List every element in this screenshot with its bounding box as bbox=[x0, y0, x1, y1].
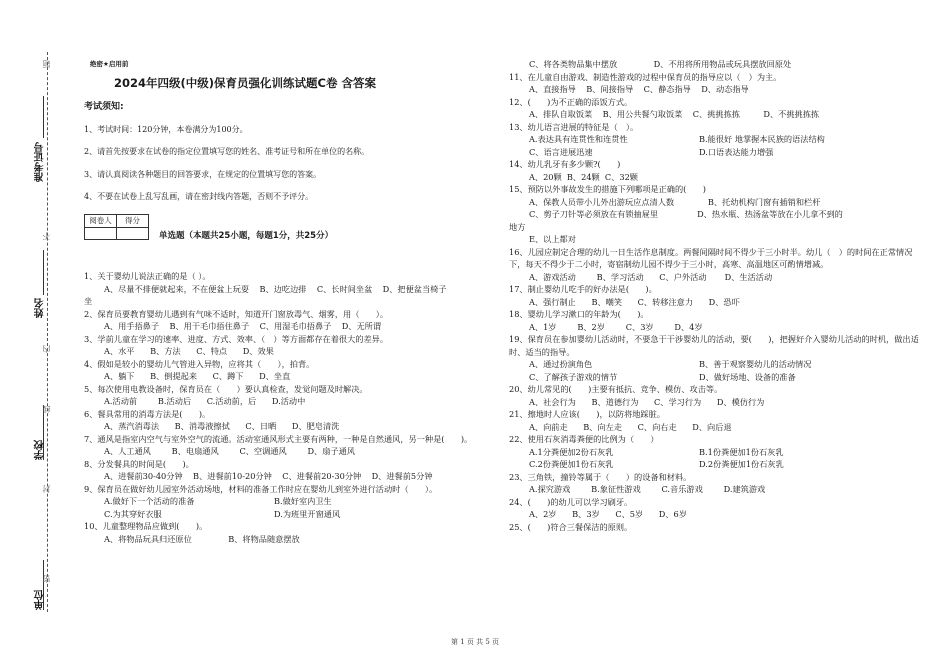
question-options: A、水平 B、方法 C、特点 D、效果 bbox=[104, 346, 274, 356]
notice-item: 1、考试时间：120分钟，本卷满分为100分。 bbox=[84, 124, 248, 134]
exam-no-underline bbox=[43, 96, 44, 138]
question-options: A、用手捂鼻子 B、用干毛巾捂住鼻子 C、用湿毛巾捂鼻子 D、无所谓 bbox=[104, 321, 382, 331]
notice-heading: 考试须知: bbox=[84, 102, 124, 112]
question-cont: 地方 bbox=[509, 221, 526, 232]
question: 13、幼儿语言进展的特征是（ ）。 bbox=[509, 121, 639, 132]
seal-mark: 封 bbox=[42, 485, 51, 493]
question: 12、( )为不正确的添饭方式。 bbox=[509, 96, 633, 107]
seal-mark: 不 bbox=[42, 232, 51, 240]
question-options: A、尽量不排便就起来，不在便盆上玩耍 B、边吃边排 C、长时间坐盆 D、把便盆当椅子 bbox=[104, 283, 447, 294]
seal-mark: 题 bbox=[42, 60, 51, 68]
option: B.做好室内卫生 bbox=[274, 496, 332, 506]
question-options: A、游戏活动 B、学习活动 C、户外活动 D、生活活动 bbox=[529, 271, 773, 282]
question-options: A、社会行为 B、道德行为 C、学习行为 D、模仿行为 bbox=[529, 396, 765, 407]
option: C.2份粪便加1份石灰乳 bbox=[529, 459, 614, 469]
question-options bbox=[509, 358, 924, 383]
question: 3、学前儿童在学习的速率、进度、方式、效率、（ ）等方面都存在着很大的差异。 bbox=[84, 333, 389, 344]
question-options: A、进餐前30-40分钟 B、进餐前10-20分钟 C、进餐前20-30分钟 D、进餐前5分钟 bbox=[104, 471, 433, 481]
score-row bbox=[84, 214, 484, 241]
question-options: A、强行制止 B、嘲笑 C、转移注意力 D、恐吓 bbox=[529, 296, 740, 307]
question-options: A、直接指导 B、间接指导 C、静态指导 D、动态指导 bbox=[529, 84, 749, 94]
grader-input[interactable] bbox=[85, 228, 117, 240]
notice-item: 4、不要在试卷上乱写乱画，请在密封线内答题，否则不予评分。 bbox=[84, 192, 314, 201]
binding-strip bbox=[0, 0, 72, 671]
option: A.1分粪便加2份石灰乳 bbox=[529, 446, 614, 457]
question-options: A.探究游戏 B.象征性游戏 C.音乐游戏 D.建筑游戏 bbox=[529, 484, 766, 494]
question: 9、保育员在做好幼儿园室外活动场地，材料的准备工作时应在婴幼儿到室外进行活动时（ ）。 bbox=[84, 483, 438, 494]
option: A.表达具有连贯性和连贯性 bbox=[529, 134, 628, 144]
left-column bbox=[84, 58, 484, 545]
option: B.能很好 地掌握本民族的语法结构 bbox=[699, 134, 825, 144]
exam-title: 2024年四级(中级)保育员强化训练试题C卷 含答案 bbox=[114, 75, 376, 90]
question: 7、通风是指室内空气与室外空气的流通。活动室通风形式主要有两种，一种是自然通风，另一种是( )。 bbox=[84, 433, 473, 444]
question: 1、关于婴幼儿说法正确的是（ ）。 bbox=[84, 271, 211, 281]
question: 4、假如是较小的婴幼儿气管进入异物，应将其（ ），拍背。 bbox=[84, 358, 315, 369]
right-column bbox=[509, 58, 924, 533]
question: 22、使用石灰消毒粪便的比例为（ ） bbox=[509, 434, 659, 444]
notice-item: 3、请认真阅读各种题目的回答要求，在规定的位置填写您的答案。 bbox=[84, 169, 322, 179]
question-options bbox=[509, 133, 924, 158]
question-options: C、剪子刀针等必须放在有锁抽屉里 D、热水瓶、热汤盆等放在小儿拿不到的 bbox=[529, 209, 843, 219]
notice-item: 2、请首先按要求在试卷的指定位置填写您的姓名、准考证号和所在单位的名称。 bbox=[84, 147, 370, 156]
seal-mark: 内 bbox=[42, 345, 51, 353]
page-footer: 第 1 页 共 5 页 bbox=[450, 638, 500, 646]
question: 21、擦地时人应该( )，以防将地踩脏。 bbox=[509, 409, 665, 419]
seal-mark: 线 bbox=[42, 405, 51, 413]
question: 23、三角铁，撞铃等属于（ ）的设备和材料。 bbox=[509, 471, 692, 482]
option: C、了解孩子游戏的情节 bbox=[529, 371, 618, 382]
question-options: A、躺下 B、倒提起来 C、蹲下 D、坐直 bbox=[104, 371, 291, 381]
option: B、善于观察婴幼儿的活动情况 bbox=[699, 359, 812, 369]
score-table bbox=[84, 214, 149, 241]
option: D.为班里开窗通风 bbox=[274, 508, 341, 519]
option: C.为其穿好衣服 bbox=[104, 508, 162, 519]
school-label: 学校 bbox=[35, 440, 46, 460]
question: 17、制止婴幼儿吃手的好办法是( )。 bbox=[509, 284, 657, 294]
question-options: A、2岁 B、3岁 C、5岁 D、6岁 bbox=[529, 509, 687, 519]
exam-no-label: 准考证号 bbox=[35, 142, 46, 182]
question: 10、儿童整理物品应做到( )。 bbox=[84, 521, 208, 531]
option: D.2份粪便加1份石灰乳 bbox=[699, 459, 784, 469]
question-options bbox=[84, 495, 484, 520]
question: 19、保育员在参加婴幼儿活动时，不要急于干涉婴幼儿的活动，要( )，把握好介入婴幼儿活动的时机，做出适时、适当的指导。 bbox=[509, 334, 919, 357]
grader-cell: 阅卷人 bbox=[85, 214, 117, 228]
question-options: A、1岁 B、2岁 C、3岁 D、4岁 bbox=[529, 321, 703, 332]
section-title: 单选题（本题共25小题，每题1分，共25分） bbox=[159, 230, 334, 241]
question: 25、( )符合三餐保洁的原则。 bbox=[509, 521, 633, 532]
seal-mark: 密 bbox=[42, 575, 51, 583]
seal-line bbox=[47, 52, 48, 612]
question-options: C、将各类物品集中摆放 D、不用将所用物品或玩具摆放回原处 bbox=[529, 59, 792, 69]
question: 16、儿园应制定合理的幼儿一日生活作息制度。两餐间隔时间不得少于三小时半。幼儿（ ）的时间在正常情况下，每天不得少于二小时，寄宿制幼儿园不得少于三小时，高寒、高温地区可酌情增减。 bbox=[509, 246, 913, 269]
question: 14、幼儿乳牙有多少颗?( ) bbox=[509, 159, 621, 169]
secret-mark: 绝密★启用前 bbox=[90, 60, 129, 68]
question-options: A、20颗 B、24颗 C、32颗 bbox=[529, 171, 638, 182]
question-options: A.活动前 B.活动后 C.活动前，后 D.活动中 bbox=[104, 396, 306, 406]
question-options: A、向前走 B、向左走 C、向右走 D、向后退 bbox=[529, 421, 732, 432]
question: 2、保育员要教育婴幼儿遇到有气味不适时，知道开门窗放毒气、烟雾，用（ ）。 bbox=[84, 308, 389, 319]
option: D.口语表达能力增强 bbox=[699, 146, 774, 157]
question-options: A、排队自取饭菜 B、用公共餐勺取饭菜 C、挑挑拣拣 D、不挑挑拣拣 bbox=[529, 109, 820, 119]
option: D、做好场地、设备的准备 bbox=[699, 371, 796, 382]
question-cont: 坐 bbox=[84, 296, 93, 306]
question: 5、每次使用电教设备时，保育员在（ ）要认真检查，发觉问题及时解决。 bbox=[84, 383, 368, 394]
question: 20、幼儿常见的( )主要有抵抗、竞争、模仿、攻击等。 bbox=[509, 384, 723, 394]
question-options: E、以上都对 bbox=[529, 234, 576, 244]
question: 18、婴幼儿学习漱口的年龄为( )。 bbox=[509, 309, 649, 319]
question: 8、分发餐具的时间是( )。 bbox=[84, 458, 194, 469]
unit-label: 单位 bbox=[35, 590, 46, 610]
question: 15、预防以外事故发生的措施下列哪项是正确的( ) bbox=[509, 184, 706, 194]
question-options: A、蒸汽消毒法 B、消毒液擦拭 C、日晒 D、肥皂清洗 bbox=[104, 421, 340, 431]
name-label: 姓名 bbox=[35, 298, 46, 318]
question-options: A、保教人员带小儿外出游玩应点清人数 B、托幼机构门窗有插销和栏杆 bbox=[529, 196, 821, 207]
score-input[interactable] bbox=[117, 228, 149, 240]
question: 11、在儿童自由游戏、制造性游戏的过程中保育员的指导应以（ ）为主。 bbox=[509, 71, 782, 82]
option: A.做好下一个活动的准备 bbox=[104, 496, 195, 506]
question-options: A、人工通风 B、电扇通风 C、空调通风 D、扇子通风 bbox=[104, 446, 355, 456]
name-underline bbox=[43, 250, 44, 295]
question-options bbox=[509, 446, 924, 471]
score-cell: 得分 bbox=[117, 214, 149, 228]
question-options: A、将物品玩具归还原位 B、将物品随意摆放 bbox=[104, 533, 300, 544]
option: C、语言进展迅速 bbox=[529, 146, 593, 157]
question: 6、餐具常用的消毒方法是( )。 bbox=[84, 408, 211, 419]
option: A、通过扮演角色 bbox=[529, 359, 593, 369]
question: 24、( )的幼儿可以学习刷牙。 bbox=[509, 496, 633, 507]
option: B.1份粪便加1份石灰乳 bbox=[699, 446, 784, 457]
